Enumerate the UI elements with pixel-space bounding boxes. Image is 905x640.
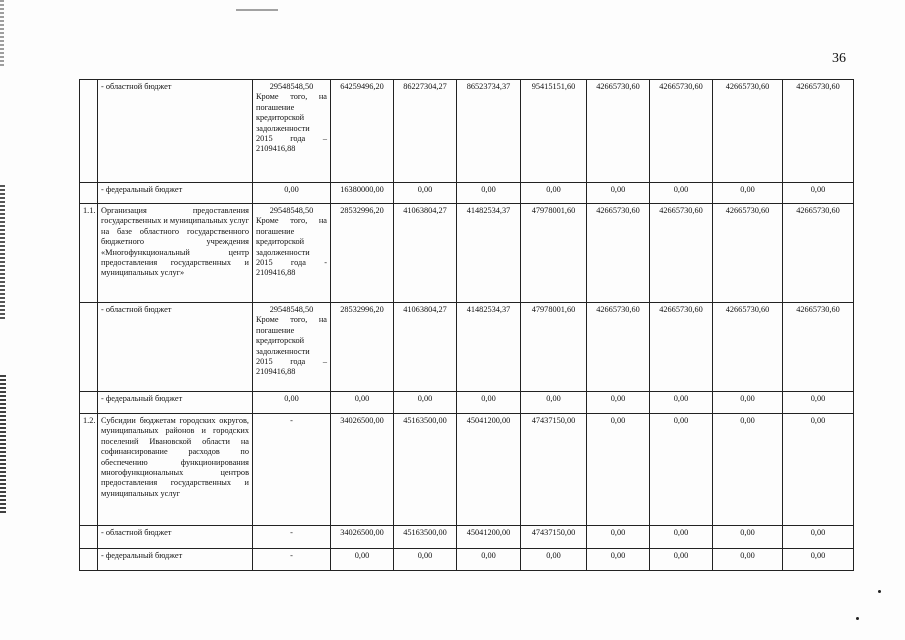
value-cell: 86523734,37 bbox=[457, 80, 521, 183]
row-index bbox=[80, 549, 98, 571]
value-cell: 41482534,37 bbox=[457, 303, 521, 392]
value-cell: 41063804,27 bbox=[394, 204, 457, 303]
value-cell: 0,00 bbox=[521, 183, 587, 204]
value-cell: 34026500,00 bbox=[331, 526, 394, 549]
value-cell: 0,00 bbox=[650, 414, 713, 526]
first-year-cell bbox=[253, 204, 331, 303]
value-cell: 42665730,60 bbox=[783, 80, 854, 183]
table-row bbox=[80, 204, 854, 303]
value-cell: 95415151,60 bbox=[521, 80, 587, 183]
first-year-cell bbox=[253, 549, 331, 571]
value-cell: 0,00 bbox=[783, 549, 854, 571]
scan-artifact-top bbox=[236, 9, 278, 11]
value-cell: 0,00 bbox=[394, 549, 457, 571]
first-year-amount: 0,00 bbox=[284, 185, 299, 194]
first-year-cell bbox=[253, 414, 331, 526]
table-row bbox=[80, 303, 854, 392]
first-year-amount: - bbox=[290, 416, 293, 425]
value-cell: 0,00 bbox=[650, 549, 713, 571]
row-name: - областной бюджет bbox=[98, 80, 253, 183]
table-row bbox=[80, 80, 854, 183]
first-year-amount: - bbox=[290, 551, 293, 560]
value-cell: 42665730,60 bbox=[587, 80, 650, 183]
value-cell: 42665730,60 bbox=[650, 204, 713, 303]
value-cell: 0,00 bbox=[783, 526, 854, 549]
value-cell: 0,00 bbox=[713, 183, 783, 204]
row-index: 1.2. bbox=[80, 414, 98, 526]
value-cell: 16380000,00 bbox=[331, 183, 394, 204]
row-name: - федеральный бюджет bbox=[98, 392, 253, 414]
value-cell: 47437150,00 bbox=[521, 526, 587, 549]
value-cell: 0,00 bbox=[650, 526, 713, 549]
page-number: 36 bbox=[832, 51, 846, 66]
first-year-amount: - bbox=[290, 528, 293, 537]
scan-dot bbox=[878, 590, 881, 593]
value-cell: 47437150,00 bbox=[521, 414, 587, 526]
first-year-note: Кроме того, на погашение кредиторской задолженности 2015 года – 2109416,88 bbox=[256, 315, 327, 377]
row-name: Субсидии бюджетам городских округов, муниципальных районов и городских поселений Ивановской области на софинансирование расходов по обеспечению функционирования многофункциональных центров предоставления государственных и муниципальных услуг bbox=[98, 414, 253, 526]
value-cell: 42665730,60 bbox=[587, 204, 650, 303]
row-name: - областной бюджет bbox=[98, 303, 253, 392]
value-cell: 34026500,00 bbox=[331, 414, 394, 526]
row-index bbox=[80, 526, 98, 549]
first-year-amount: 29548548,50 bbox=[269, 305, 314, 314]
value-cell: 42665730,60 bbox=[650, 80, 713, 183]
row-name: - областной бюджет bbox=[98, 526, 253, 549]
value-cell: 28532996,20 bbox=[331, 303, 394, 392]
value-cell: 0,00 bbox=[521, 549, 587, 571]
value-cell: 0,00 bbox=[521, 392, 587, 414]
value-cell: 0,00 bbox=[783, 414, 854, 526]
row-index bbox=[80, 80, 98, 183]
budget-table bbox=[79, 79, 854, 571]
value-cell: 0,00 bbox=[587, 392, 650, 414]
value-cell: 0,00 bbox=[587, 526, 650, 549]
value-cell: 0,00 bbox=[457, 392, 521, 414]
table-row bbox=[80, 526, 854, 549]
value-cell: 45041200,00 bbox=[457, 414, 521, 526]
value-cell: 0,00 bbox=[457, 183, 521, 204]
value-cell: 0,00 bbox=[650, 392, 713, 414]
row-index bbox=[80, 183, 98, 204]
row-name: - федеральный бюджет bbox=[98, 549, 253, 571]
value-cell: 45163500,00 bbox=[394, 526, 457, 549]
value-cell: 42665730,60 bbox=[650, 303, 713, 392]
row-name: Организация предоставления государственных и муниципальных услуг на базе областного государственного бюджетного учреждения «Многофункциональный центр предоставления государственных и муниципальных услуг» bbox=[98, 204, 253, 303]
first-year-amount: 29548548,50 bbox=[269, 206, 314, 215]
first-year-cell bbox=[253, 303, 331, 392]
scan-edge-artifact bbox=[0, 0, 4, 68]
row-index: 1.1. bbox=[80, 204, 98, 303]
value-cell: 0,00 bbox=[713, 526, 783, 549]
value-cell: 42665730,60 bbox=[713, 204, 783, 303]
row-index bbox=[80, 392, 98, 414]
value-cell: 45041200,00 bbox=[457, 526, 521, 549]
first-year-note: Кроме того, на погашение кредиторской задолженности 2015 года – 2109416,88 bbox=[256, 92, 327, 154]
value-cell: 41482534,37 bbox=[457, 204, 521, 303]
first-year-cell bbox=[253, 526, 331, 549]
value-cell: 0,00 bbox=[331, 549, 394, 571]
value-cell: 0,00 bbox=[783, 392, 854, 414]
value-cell: 64259496,20 bbox=[331, 80, 394, 183]
value-cell: 42665730,60 bbox=[783, 204, 854, 303]
value-cell: 45163500,00 bbox=[394, 414, 457, 526]
table-row bbox=[80, 392, 854, 414]
table-row bbox=[80, 183, 854, 204]
value-cell: 0,00 bbox=[713, 549, 783, 571]
value-cell: 42665730,60 bbox=[783, 303, 854, 392]
value-cell: 42665730,60 bbox=[713, 80, 783, 183]
first-year-amount: 0,00 bbox=[284, 394, 299, 403]
value-cell: 0,00 bbox=[394, 183, 457, 204]
value-cell: 0,00 bbox=[587, 549, 650, 571]
value-cell: 0,00 bbox=[713, 392, 783, 414]
value-cell: 47978001,60 bbox=[521, 303, 587, 392]
value-cell: 0,00 bbox=[394, 392, 457, 414]
value-cell: 0,00 bbox=[331, 392, 394, 414]
value-cell: 0,00 bbox=[713, 414, 783, 526]
value-cell: 0,00 bbox=[587, 183, 650, 204]
first-year-amount: 29548548,50 bbox=[269, 82, 314, 91]
row-index bbox=[80, 303, 98, 392]
scan-edge-artifact bbox=[0, 375, 6, 515]
value-cell: 42665730,60 bbox=[713, 303, 783, 392]
scan-edge-artifact bbox=[0, 185, 5, 320]
value-cell: 86227304,27 bbox=[394, 80, 457, 183]
value-cell: 0,00 bbox=[783, 183, 854, 204]
first-year-cell bbox=[253, 183, 331, 204]
first-year-cell bbox=[253, 80, 331, 183]
first-year-cell bbox=[253, 392, 331, 414]
table-body bbox=[80, 80, 854, 571]
first-year-note: Кроме того, на погашение кредиторской задолженности 2015 года - 2109416,88 bbox=[256, 216, 327, 278]
value-cell: 42665730,60 bbox=[587, 303, 650, 392]
value-cell: 0,00 bbox=[587, 414, 650, 526]
row-name: - федеральный бюджет bbox=[98, 183, 253, 204]
value-cell: 0,00 bbox=[650, 183, 713, 204]
table-row bbox=[80, 414, 854, 526]
value-cell: 41063804,27 bbox=[394, 303, 457, 392]
value-cell: 0,00 bbox=[457, 549, 521, 571]
value-cell: 47978001,60 bbox=[521, 204, 587, 303]
value-cell: 28532996,20 bbox=[331, 204, 394, 303]
scan-dot bbox=[856, 617, 859, 620]
table-row bbox=[80, 549, 854, 571]
